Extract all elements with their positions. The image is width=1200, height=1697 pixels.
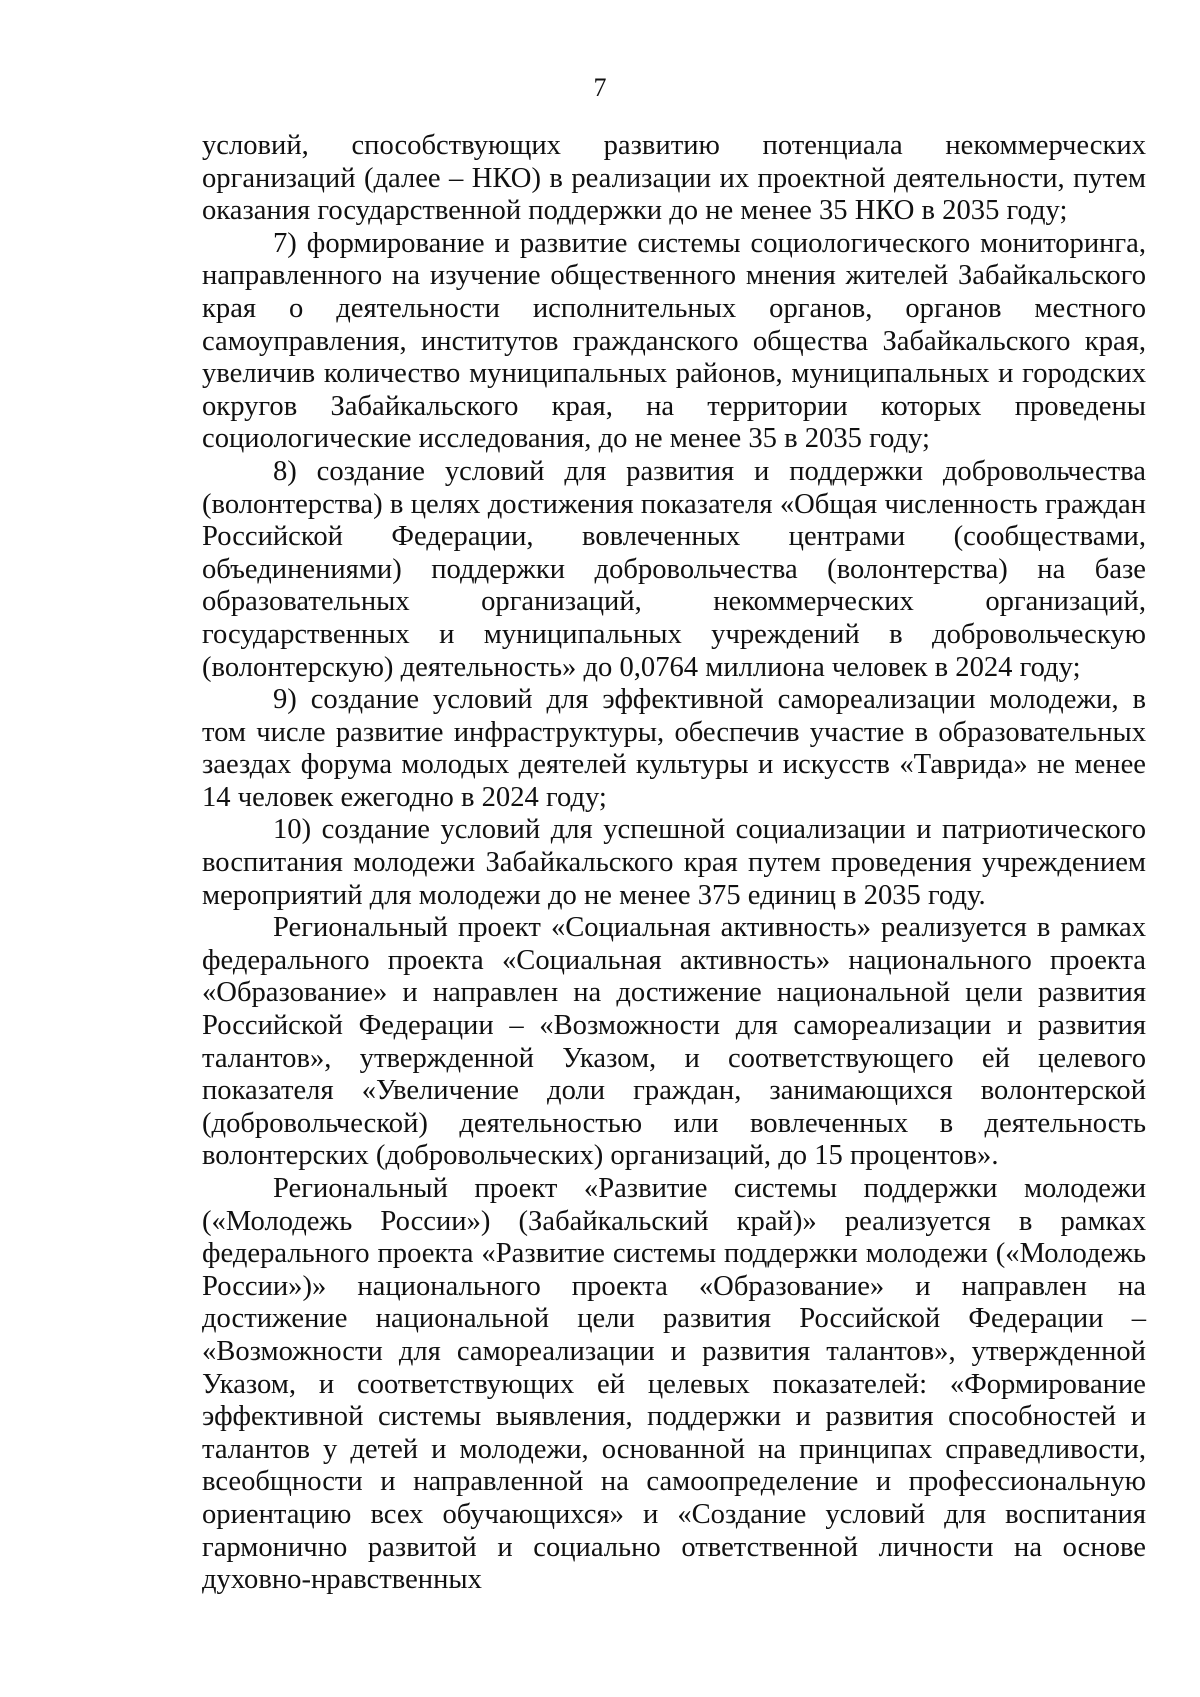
- paragraph-item-7: 7) формирование и развитие системы социологического мониторинга, направленного на изучение общественного мнения жителей Забайкальского края о деятельности исполнительных органов, органов местного самоуправления, институтов гражданского общества Забайкальского края, увеличив количество муниципальных районов, муниципальных и городских округов Забайкальского края, на территории которых проведены социологические исследования, до не менее 35 в 2035 году;: [202, 227, 1146, 455]
- paragraph-item-10: 10) создание условий для успешной социализации и патриотического воспитания молодежи Забайкальского края путем проведения учреждением мероприятий для молодежи до не менее 375 единиц в 2035 году.: [202, 814, 1146, 911]
- paragraph-continuation: условий, способствующих развитию потенциала некоммерческих организаций (далее – НКО) в реализации их проектной деятельности, путем оказания государственной поддержки до не менее 35 НКО в 2035 году;: [202, 130, 1146, 227]
- document-body: [202, 130, 1146, 1597]
- paragraph-youth-support-project: Региональный проект «Развитие системы поддержки молодежи («Молодежь России») (Забайкальский край)» реализуется в рамках федерального проекта «Развитие системы поддержки молодежи («Молодежь России»)» национального проекта «Образование» и направлен на достижение национальной цели развития Российской Федерации – «Возможности для самореализации и развития талантов», утвержденной Указом, и соответствующих ей целевых показателей: «Формирование эффективной системы выявления, поддержки и развития способностей и талантов у детей и молодежи, основанной на принципах справедливости, всеобщности и направленной на самоопределение и профессиональную ориентацию всех обучающихся» и «Создание условий для воспитания гармонично развитой и социально ответственной личности на основе духовно-нравственных: [202, 1173, 1146, 1596]
- paragraph-item-8: 8) создание условий для развития и поддержки добровольчества (волонтерства) в целях достижения показателя «Общая численность граждан Российской Федерации, вовлеченных центрами (сообществами, объединениями) поддержки добровольчества (волонтерства) на базе образовательных организаций, некоммерческих организаций, государственных и муниципальных учреждений в добровольческую (волонтерскую) деятельность» до 0,0764 миллиона человек в 2024 году;: [202, 455, 1146, 683]
- paragraph-social-activity-project: Региональный проект «Социальная активность» реализуется в рамках федерального проекта «Социальная активность» национального проекта «Образование» и направлен на достижение национальной цели развития Российской Федерации – «Возможности для самореализации и развития талантов», утвержденной Указом, и соответствующего ей целевого показателя «Увеличение доли граждан, занимающихся волонтерской (добровольческой) деятельностью или вовлеченных в деятельность волонтерских (добровольческих) организаций, до 15 процентов».: [202, 912, 1146, 1172]
- paragraph-item-9: 9) создание условий для эффективной самореализации молодежи, в том числе развитие инфраструктуры, обеспечив участие в образовательных заездах форума молодых деятелей культуры и искусств «Таврида» не менее 14 человек ежегодно в 2024 году;: [202, 684, 1146, 813]
- page-number: 7: [593, 73, 607, 102]
